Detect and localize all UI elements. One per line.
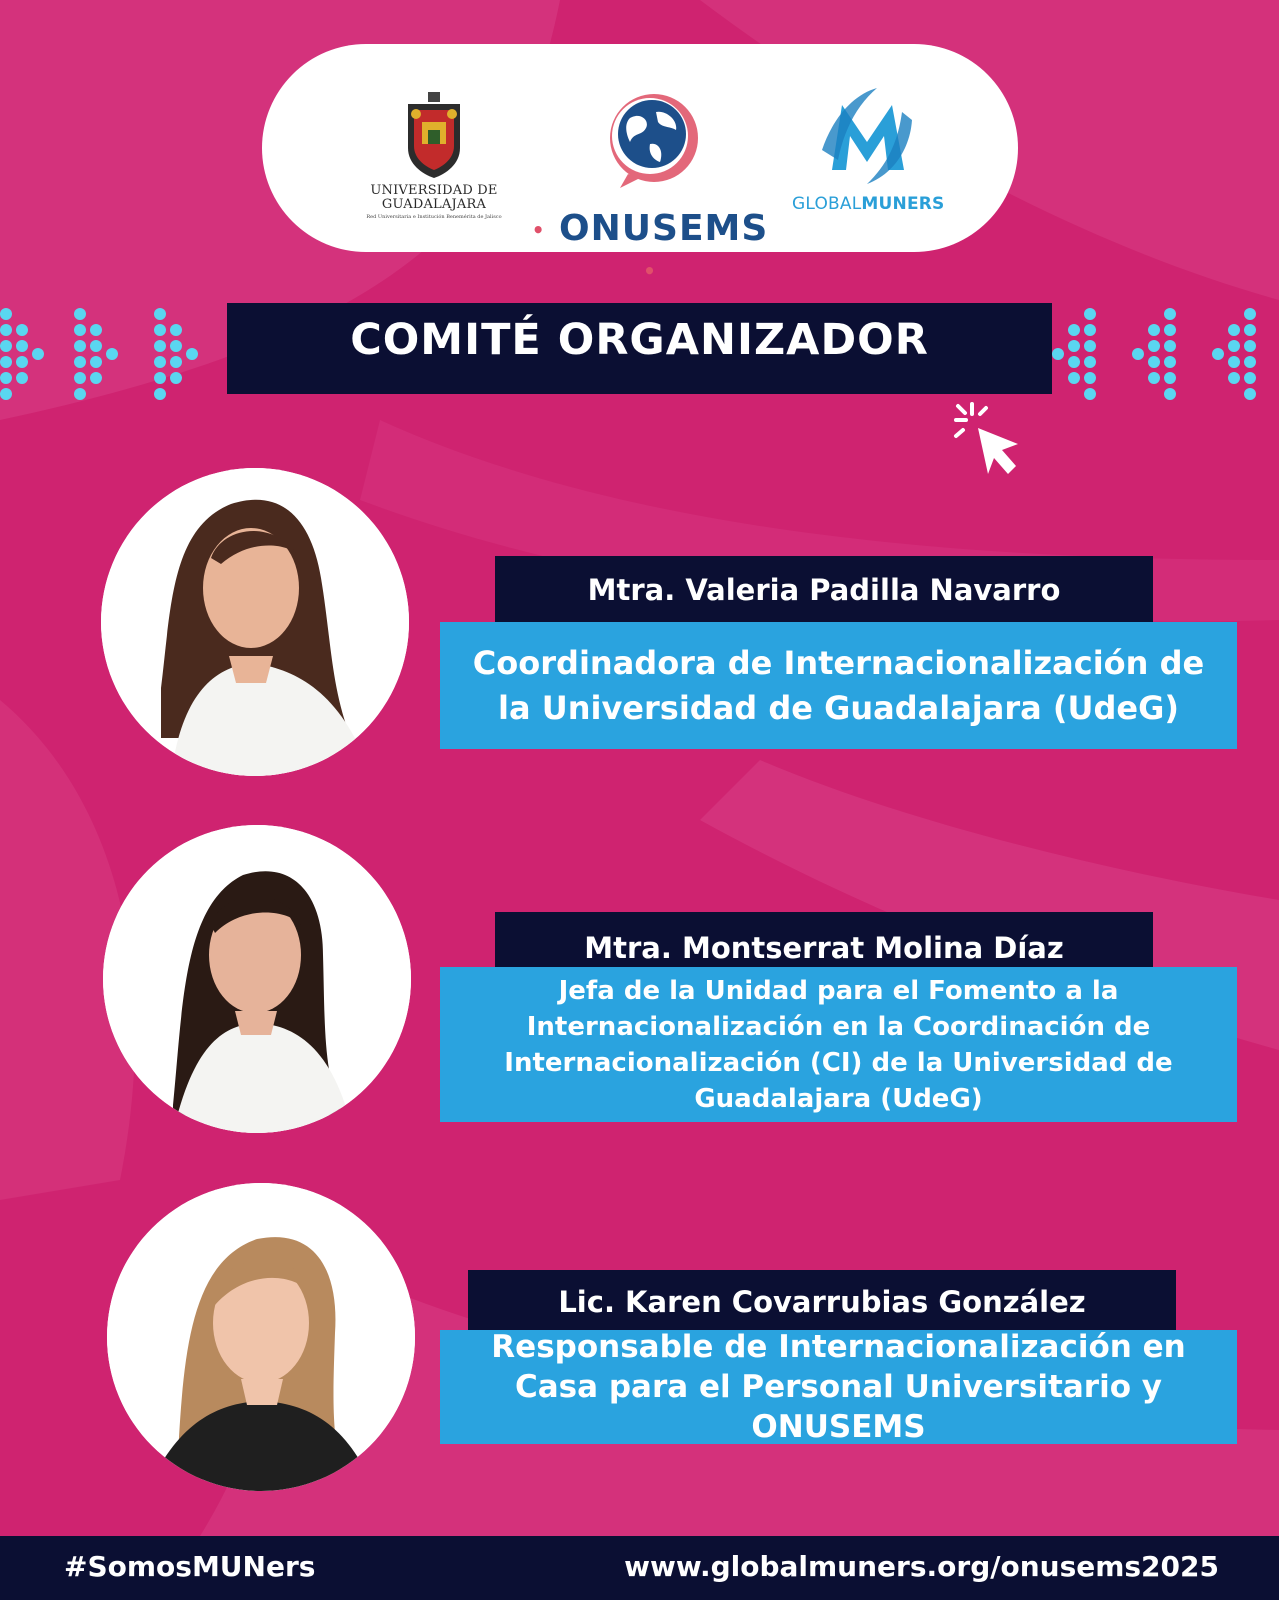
member-1-photo bbox=[101, 468, 409, 776]
member-3-photo bbox=[107, 1183, 415, 1491]
member-2-name-bar bbox=[495, 912, 1153, 967]
cursor-click-icon bbox=[948, 398, 1032, 482]
portrait-3 bbox=[107, 1183, 415, 1491]
member-1-name-bar bbox=[495, 556, 1153, 622]
globe-icon bbox=[606, 92, 698, 192]
member-2-role-box bbox=[440, 967, 1237, 1122]
member-2-name: Mtra. Montserrat Molina Díaz bbox=[584, 931, 1064, 965]
member-2-photo bbox=[103, 825, 411, 1133]
member-2-role: Jefa de la Unidad para el Fomento a la Internacionalización en la Coordinación de Internacionalización (CI) de la Universidad de Guadalajara (UdeG) bbox=[504, 975, 1173, 1114]
member-1-name: Mtra. Valeria Padilla Navarro bbox=[587, 573, 1061, 607]
globalmuners-logo bbox=[792, 80, 945, 250]
globalmuners-wordmark: GLOBALMUNERS bbox=[792, 194, 945, 214]
onusems-wordmark: • ONUSEMS • bbox=[531, 208, 769, 283]
footer-hashtag: #SomosMUNers bbox=[64, 1550, 316, 1583]
member-1-role: Coordinadora de Internacionalización de la Universidad de Guadalajara (UdeG) bbox=[472, 643, 1205, 727]
member-3-name-bar bbox=[468, 1270, 1176, 1330]
member-3-role: Responsable de Internacionalización en Casa para el Personal Universitario y ONUSEMS bbox=[491, 1329, 1186, 1445]
udg-subtitle: Red Universitaria e Institución Benemérita de Jalisco bbox=[366, 214, 502, 220]
title-banner bbox=[227, 303, 1052, 394]
globalmuners-m-icon bbox=[812, 80, 922, 190]
logo-banner bbox=[262, 44, 1018, 283]
onusems-logo bbox=[530, 92, 770, 283]
portrait-1 bbox=[101, 468, 409, 776]
udg-name: UNIVERSIDAD DE GUADALAJARA bbox=[370, 183, 498, 212]
footer-url[interactable]: www.globalmuners.org/onusems2025 bbox=[624, 1550, 1219, 1583]
udg-crest-icon bbox=[400, 92, 468, 178]
member-1-role-box bbox=[440, 622, 1237, 749]
dot-arrows-right bbox=[1052, 306, 1279, 402]
portrait-2 bbox=[103, 825, 411, 1133]
member-3-name: Lic. Karen Covarrubias González bbox=[558, 1285, 1086, 1319]
udg-logo bbox=[354, 92, 514, 220]
dot-arrows-left bbox=[0, 306, 220, 402]
page-title: COMITÉ ORGANIZADOR bbox=[350, 315, 929, 365]
member-3-role-box bbox=[440, 1330, 1237, 1444]
footer bbox=[0, 1536, 1279, 1600]
